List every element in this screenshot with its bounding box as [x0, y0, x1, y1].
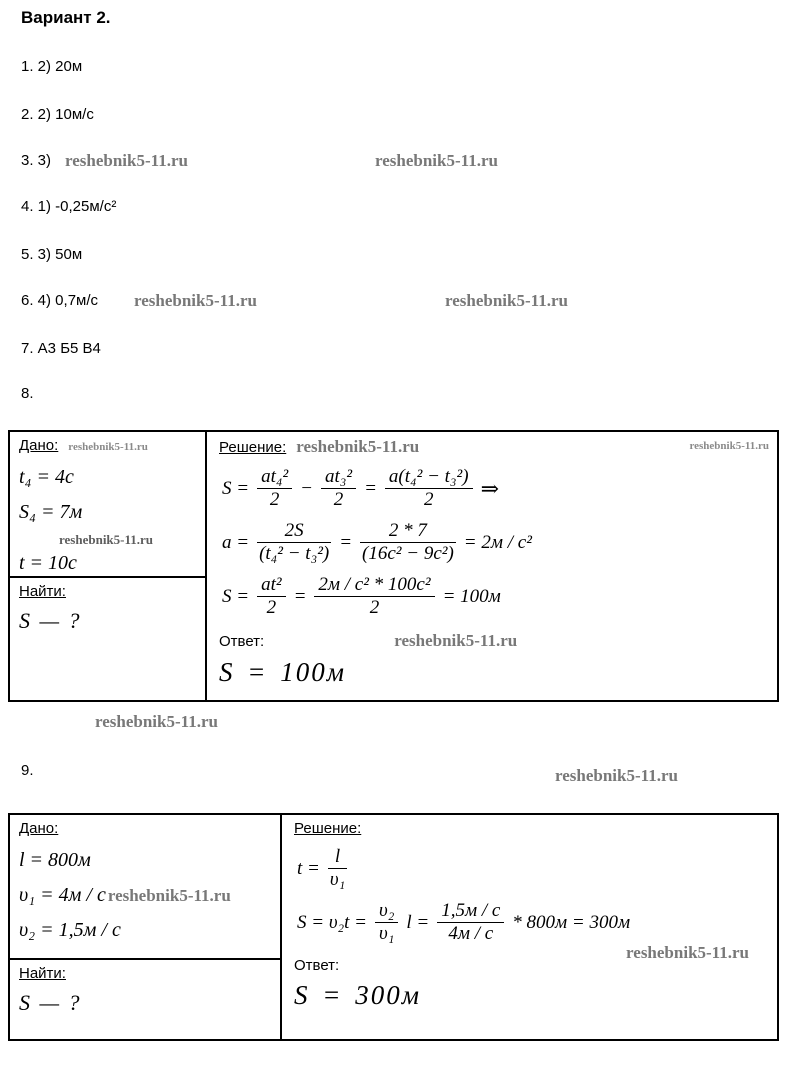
solution-line-2 [219, 520, 765, 565]
solution-line-1 [294, 846, 765, 891]
answer-text: 2. 2) 10м/с [21, 106, 94, 123]
solution-label: Решение: [219, 439, 287, 456]
find-header [19, 965, 271, 982]
fraction-denominator: 2 [333, 489, 344, 510]
math-result: = 100м [442, 585, 501, 607]
solution-line-3 [219, 574, 765, 619]
solution-header [219, 437, 765, 457]
find-header [19, 583, 196, 600]
problem-number: 9. [21, 762, 34, 779]
final-answer: S = 300м [294, 980, 421, 1010]
fraction-numerator: 2 * 7 [360, 520, 456, 543]
fraction-numerator: at² [257, 574, 285, 597]
watermark: reshebnik5-11.ru [445, 291, 568, 310]
watermark: reshebnik5-11.ru [134, 291, 257, 310]
math-term: S = [222, 585, 250, 607]
fraction-denominator: 2 [269, 489, 280, 510]
answer-text: 1. 2) 20м [21, 58, 83, 75]
math-result: = 2м / с² [463, 531, 532, 553]
problem-9-table [8, 813, 779, 1041]
given-header [19, 437, 196, 454]
problem-8-number [21, 385, 766, 407]
find-cell [10, 960, 280, 1039]
fraction-denominator: 2 [369, 597, 380, 618]
problem-8-table [8, 430, 779, 702]
math-result: * 800м = 300м [512, 911, 631, 933]
answer-label: Ответ: [294, 957, 340, 974]
find-label: Найти: [19, 965, 66, 982]
fraction [328, 846, 347, 891]
fraction-numerator: a(t₄² − t₃²) [385, 466, 473, 489]
implies-arrow: ⇒ [480, 475, 499, 501]
math-operator: = [364, 477, 377, 499]
given-column [10, 432, 207, 700]
math-operator: − [300, 477, 313, 499]
watermark: reshebnik5-11.ru [394, 631, 518, 650]
watermark: reshebnik5-11.ru [95, 712, 218, 731]
watermark: reshebnik5-11.ru [68, 441, 148, 453]
fraction-numerator: υ₂ [375, 900, 398, 923]
fraction [360, 520, 456, 565]
final-answer: S = 100м [219, 657, 346, 687]
given-value: υ₂ = 1,5м / с [19, 919, 121, 941]
fraction-numerator: l [328, 846, 347, 869]
solution-column [282, 815, 777, 1039]
given-column [10, 815, 282, 1039]
fraction-denominator: υ₁ [379, 923, 395, 944]
answer-text: 7. А3 Б5 В4 [21, 340, 101, 357]
given-cell [10, 815, 280, 960]
answer-line-2 [21, 106, 766, 128]
watermark: reshebnik5-11.ru [626, 943, 749, 962]
fraction [437, 900, 504, 945]
watermark: reshebnik5-11.ru [107, 886, 231, 905]
given-row [19, 884, 271, 907]
solution-line-1 [219, 466, 765, 511]
math-operator: = [339, 531, 353, 553]
answer-line-7 [21, 340, 766, 362]
given-cell [10, 432, 205, 578]
answer-line-5 [21, 246, 766, 268]
watermark: reshebnik5-11.ru [296, 437, 420, 456]
given-value: t = 10с [19, 552, 77, 574]
watermark: reshebnik5-11.ru [555, 766, 678, 785]
given-label: Дано: [19, 437, 59, 454]
watermark: reshebnik5-11.ru [689, 440, 769, 452]
answer-text: 4. 1) -0,25м/с² [21, 198, 117, 215]
fraction [257, 520, 331, 565]
fraction-denominator: 2 [423, 489, 434, 510]
fraction [314, 574, 434, 619]
fraction [321, 466, 356, 511]
solution-header [294, 820, 765, 837]
answer-line-3 [21, 152, 766, 174]
answer-text: 3. 3) [21, 152, 52, 169]
fraction [257, 466, 292, 511]
answer-label: Ответ: [219, 633, 265, 650]
given-value: S₄ = 7м [19, 501, 83, 523]
given-label: Дано: [19, 820, 59, 837]
given-value: l = 800м [19, 849, 91, 871]
fraction-numerator: 2м / с² * 100с² [314, 574, 434, 597]
fraction-denominator: υ₁ [329, 869, 346, 890]
answer-line-6 [21, 292, 766, 314]
math-term: t = [297, 857, 320, 879]
watermark: reshebnik5-11.ru [65, 151, 188, 170]
fraction-numerator: 2S [257, 520, 331, 543]
given-value: υ₁ = 4м / с [19, 884, 106, 906]
solution-label: Решение: [294, 820, 362, 837]
page-title: Вариант 2. [21, 8, 111, 27]
fraction-denominator: 4м / с [448, 923, 494, 944]
find-value: S — ? [19, 608, 82, 633]
watermark: reshebnik5-11.ru [375, 151, 498, 170]
watermark: reshebnik5-11.ru [59, 532, 154, 547]
find-cell [10, 578, 205, 700]
problem-number: 8. [21, 385, 34, 402]
fraction [385, 466, 473, 511]
answer-line-1 [21, 58, 766, 80]
answer-text: 5. 3) 50м [21, 246, 83, 263]
fraction-denominator: (t₄² − t₃²) [259, 543, 330, 564]
math-term: S = υ₂t = [297, 911, 367, 933]
fraction [375, 900, 398, 945]
find-value: S — ? [19, 990, 82, 1015]
answer-row [219, 631, 765, 651]
fraction-numerator: at₄² [257, 466, 292, 489]
math-term: l = [406, 911, 430, 933]
fraction-numerator: 1,5м / с [437, 900, 504, 923]
answer-line-4 [21, 198, 766, 220]
fraction-denominator: 2 [266, 597, 277, 618]
math-term: S = [222, 477, 250, 499]
fraction-numerator: at₃² [321, 466, 356, 489]
answer-text: 6. 4) 0,7м/с [21, 292, 99, 309]
solution-column [207, 432, 777, 700]
fraction [257, 574, 285, 619]
fraction-denominator: (16с² − 9с²) [362, 543, 454, 564]
given-value: t₄ = 4с [19, 466, 74, 488]
math-term: a = [222, 531, 250, 553]
math-operator: = [293, 585, 307, 607]
solution-line-2 [294, 900, 765, 945]
find-label: Найти: [19, 583, 66, 600]
given-header [19, 820, 271, 837]
